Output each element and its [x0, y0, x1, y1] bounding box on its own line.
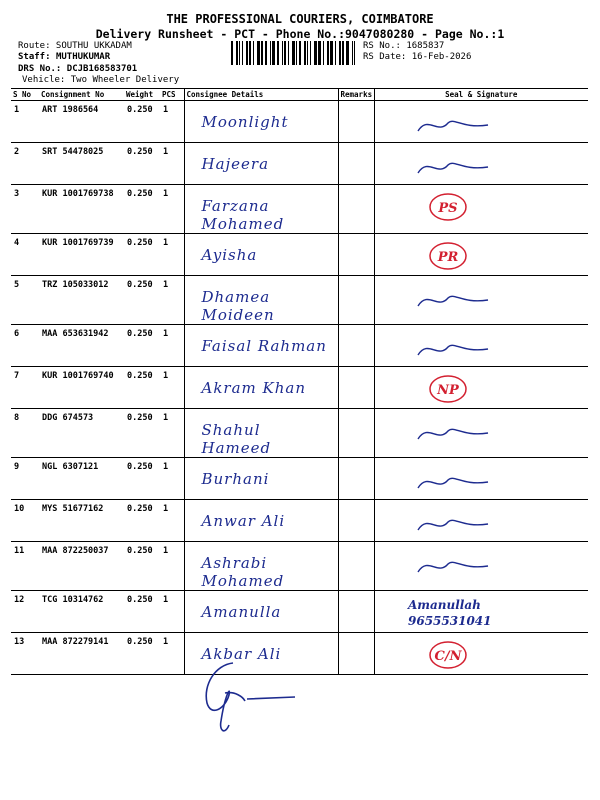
signature-mark: [378, 546, 498, 582]
cell-seal: [374, 325, 588, 367]
barcode-bar: [318, 41, 321, 65]
cell-remarks: [338, 591, 374, 633]
cell-sno: 11: [11, 542, 39, 591]
cell-consignment-no: KUR 1001769740: [39, 367, 124, 409]
seal-text: PR: [437, 250, 458, 265]
drs-label: DRS No.:: [18, 64, 62, 74]
consignee-handwriting: Farzana Mohamed: [201, 197, 285, 233]
barcode-bar: [239, 41, 240, 65]
barcode-bar: [246, 41, 248, 65]
table-row: [11, 276, 588, 325]
cell-consignee: [184, 409, 338, 458]
cell-pcs: 1: [160, 367, 184, 409]
barcode-bar: [292, 41, 295, 65]
table-row: [11, 542, 588, 591]
col-seal: Seal & Signature: [374, 89, 588, 101]
barcode-bar: [231, 41, 233, 65]
signature-mark: [378, 595, 498, 631]
col-consignment: Consignment No: [39, 89, 124, 101]
route-text: Route: SOUTHU UKKADAM: [18, 41, 132, 51]
signature-mark: [378, 105, 498, 141]
signature-mark: [378, 280, 498, 316]
table-row: [11, 500, 588, 542]
barcode-bar: [299, 41, 301, 65]
table-row: [11, 101, 588, 143]
staff-line: [18, 52, 110, 63]
cell-pcs: 1: [160, 276, 184, 325]
cell-weight: 0.250: [124, 234, 160, 276]
consignee-handwriting: Ashrabi Mohamed: [201, 554, 285, 590]
seal-text: C/N: [434, 649, 461, 664]
barcode-bar: [339, 41, 341, 65]
barcode-bar: [310, 41, 311, 65]
cell-seal: [374, 409, 588, 458]
signature-mark: [378, 413, 498, 449]
barcode-bar: [352, 41, 353, 65]
runsheet-table: [11, 88, 588, 675]
cell-consignment-no: TCG 10314762: [39, 591, 124, 633]
cell-seal: [374, 542, 588, 591]
cell-remarks: [338, 185, 374, 234]
table-row: [11, 458, 588, 500]
barcode-bar: [296, 41, 297, 65]
barcode-bar: [335, 41, 336, 65]
signature-mark: [378, 504, 498, 540]
cell-weight: 0.250: [124, 458, 160, 500]
table-row: [11, 185, 588, 234]
runsheet-subtitle: Delivery Runsheet - PCT - Phone No.:9047080280 - Page No.:1: [95, 27, 505, 41]
consignee-handwriting: Shahul Hameed: [201, 421, 272, 457]
cell-sno: 5: [11, 276, 39, 325]
barcode-bar: [253, 41, 254, 65]
cell-weight: 0.250: [124, 591, 160, 633]
cell-pcs: 1: [160, 234, 184, 276]
signature-mark: [378, 637, 498, 673]
barcode-bar: [346, 41, 349, 65]
cell-weight: 0.250: [124, 185, 160, 234]
cell-seal: [374, 143, 588, 185]
cell-weight: 0.250: [124, 367, 160, 409]
cell-sno: 7: [11, 367, 39, 409]
cell-remarks: [338, 143, 374, 185]
cell-consignee: [184, 101, 338, 143]
barcode-image: [231, 41, 357, 65]
cell-consignee: [184, 367, 338, 409]
staff-value: MUTHUKUMAR: [55, 52, 111, 62]
cell-sno: 10: [11, 500, 39, 542]
cell-pcs: 1: [160, 542, 184, 591]
table-row: [11, 367, 588, 409]
barcode-bar: [284, 41, 286, 65]
cell-consignment-no: MAA 872279141: [39, 633, 124, 675]
cell-consignee: [184, 591, 338, 633]
barcode-bar: [282, 41, 283, 65]
cell-weight: 0.250: [124, 500, 160, 542]
cell-sno: 4: [11, 234, 39, 276]
cell-sno: 12: [11, 591, 39, 633]
barcode-bar: [342, 41, 344, 65]
cell-remarks: [338, 542, 374, 591]
col-pcs: PCS: [160, 89, 184, 101]
consignee-handwriting: Burhani: [201, 470, 270, 488]
cell-seal: [374, 591, 588, 633]
consignee-handwriting: Moonlight: [201, 113, 289, 131]
consignee-handwriting: Faisal Rahman: [201, 337, 327, 355]
consignee-handwriting: Akram Khan: [201, 379, 306, 397]
cell-consignment-no: KUR 1001769738: [39, 185, 124, 234]
table-row: [11, 409, 588, 458]
signature-mark: [378, 189, 498, 225]
cell-remarks: [338, 234, 374, 276]
seal-text: NP: [436, 383, 459, 398]
cell-seal: [374, 101, 588, 143]
barcode-bar: [288, 41, 289, 65]
barcode-bar: [236, 41, 238, 65]
staff-label: Staff:: [18, 52, 51, 62]
cell-sno: 6: [11, 325, 39, 367]
cell-consignee: [184, 143, 338, 185]
cell-pcs: 1: [160, 500, 184, 542]
signature-mark: [378, 329, 498, 365]
cell-remarks: [338, 409, 374, 458]
cell-consignment-no: DDG 674573: [39, 409, 124, 458]
cell-sno: 1: [11, 101, 39, 143]
cell-remarks: [338, 458, 374, 500]
cell-remarks: [338, 633, 374, 675]
table-header-row: [11, 89, 588, 101]
consignee-handwriting: Dhamea Moideen: [201, 288, 275, 324]
signature-mark: [378, 462, 498, 498]
table-row: [11, 143, 588, 185]
signature-mark: [378, 371, 498, 407]
cell-pcs: 1: [160, 409, 184, 458]
drs-value: DCJB168583701: [66, 64, 138, 74]
cell-remarks: [338, 325, 374, 367]
cell-pcs: 1: [160, 633, 184, 675]
cell-weight: 0.250: [124, 143, 160, 185]
cell-consignee: [184, 325, 338, 367]
cell-remarks: [338, 367, 374, 409]
drs-line: [18, 64, 137, 75]
barcode-bar: [272, 41, 275, 65]
col-remarks: Remarks: [338, 89, 374, 101]
cell-seal: [374, 458, 588, 500]
signature-mark: [378, 147, 498, 183]
cell-sno: 9: [11, 458, 39, 500]
cell-consignment-no: MAA 653631942: [39, 325, 124, 367]
cell-remarks: [338, 101, 374, 143]
col-weight: Weight: [124, 89, 160, 101]
cell-seal: [374, 276, 588, 325]
barcode-bar: [257, 41, 260, 65]
cell-pcs: 1: [160, 185, 184, 234]
cell-consignment-no: TRZ 105033012: [39, 276, 124, 325]
cell-weight: 0.250: [124, 633, 160, 675]
signature-mark: [378, 238, 498, 274]
cell-consignment-no: NGL 6307121: [39, 458, 124, 500]
cell-seal: [374, 234, 588, 276]
cell-pcs: 1: [160, 591, 184, 633]
cell-consignment-no: SRT 54478025: [39, 143, 124, 185]
cell-pcs: 1: [160, 101, 184, 143]
cell-weight: 0.250: [124, 101, 160, 143]
barcode-bar: [330, 41, 333, 65]
consignee-handwriting: Hajeera: [201, 155, 270, 173]
seal-handwriting: Amanullah: [407, 598, 481, 612]
cell-pcs: 1: [160, 325, 184, 367]
cell-remarks: [338, 276, 374, 325]
cell-weight: 0.250: [124, 276, 160, 325]
cell-weight: 0.250: [124, 409, 160, 458]
barcode-bar: [307, 41, 308, 65]
cell-consignee: [184, 458, 338, 500]
barcode-bar: [242, 41, 243, 65]
barcode-bar: [249, 41, 251, 65]
table-row: [11, 591, 588, 633]
barcode-bar: [261, 41, 263, 65]
cell-weight: 0.250: [124, 542, 160, 591]
cell-consignee: [184, 542, 338, 591]
barcode-bar: [327, 41, 329, 65]
consignee-handwriting: Akbar Ali: [201, 645, 282, 663]
cell-consignee: [184, 500, 338, 542]
cell-sno: 3: [11, 185, 39, 234]
col-consignee: Consignee Details: [184, 89, 338, 101]
cell-consignment-no: KUR 1001769739: [39, 234, 124, 276]
cell-consignment-no: MYS 51677162: [39, 500, 124, 542]
consignee-handwriting: Ayisha: [201, 246, 258, 264]
cell-pcs: 1: [160, 458, 184, 500]
cell-seal: [374, 500, 588, 542]
barcode-bar: [354, 41, 355, 65]
barcode-bar: [277, 41, 279, 65]
barcode-bar: [304, 41, 306, 65]
cell-pcs: 1: [160, 143, 184, 185]
cell-sno: 13: [11, 633, 39, 675]
vehicle-text: Vehicle: Two Wheeler Delivery: [22, 75, 180, 85]
rs-date: RS Date: 16-Feb-2026: [363, 52, 472, 62]
seal-handwriting: 9655531041: [407, 614, 491, 628]
supervisor-signature: [195, 655, 305, 735]
cell-remarks: [338, 500, 374, 542]
table-row: [11, 325, 588, 367]
cell-seal: [374, 367, 588, 409]
consignee-handwriting: Anwar Ali: [201, 512, 286, 530]
cell-sno: 2: [11, 143, 39, 185]
cell-consignment-no: ART 1986564: [39, 101, 124, 143]
cell-consignee: [184, 276, 338, 325]
cell-consignee: [184, 185, 338, 234]
col-sno: S No: [11, 89, 39, 101]
cell-consignment-no: MAA 872250037: [39, 542, 124, 591]
cell-seal: [374, 633, 588, 675]
barcode-bar: [314, 41, 317, 65]
consignee-handwriting: Amanulla: [201, 603, 282, 621]
cell-consignee: [184, 234, 338, 276]
cell-sno: 8: [11, 409, 39, 458]
barcode-bar: [270, 41, 271, 65]
cell-weight: 0.250: [124, 325, 160, 367]
table-row: [11, 234, 588, 276]
cell-seal: [374, 185, 588, 234]
rs-number: RS No.: 1685837: [363, 41, 445, 51]
company-title: THE PROFESSIONAL COURIERS, COIMBATORE: [166, 12, 434, 26]
barcode-bar: [265, 41, 267, 65]
seal-text: PS: [437, 201, 458, 216]
barcode-bar: [323, 41, 324, 65]
